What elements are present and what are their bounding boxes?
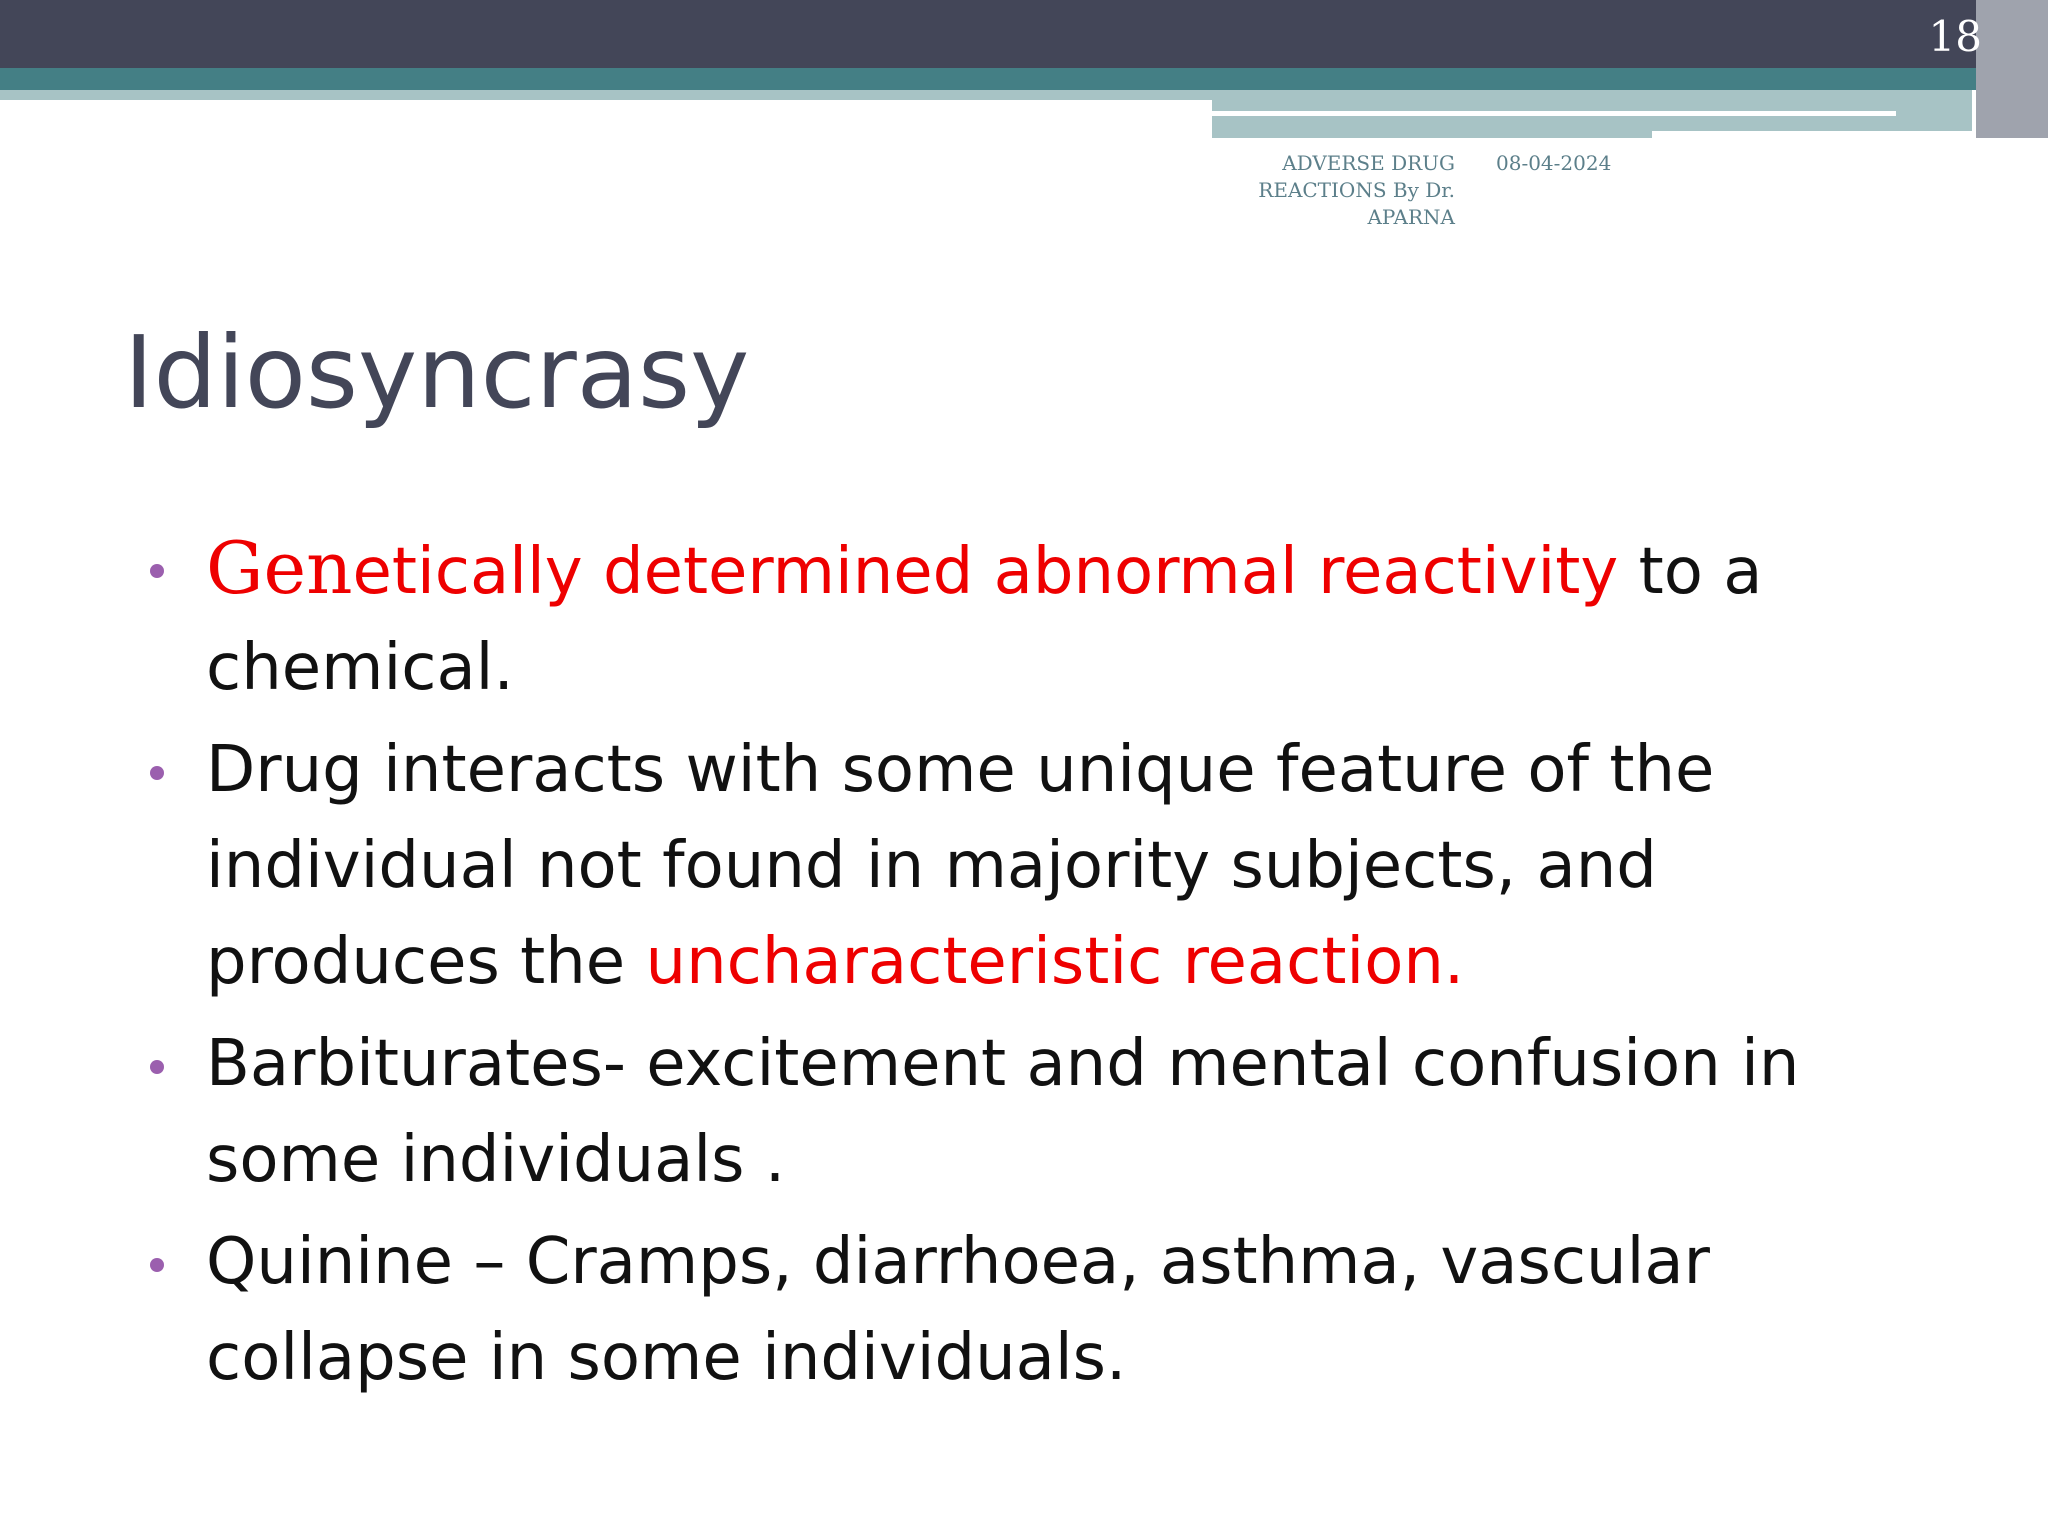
- header-white-step: [1652, 131, 1972, 138]
- bullet-text: Drug interacts with some unique feature of the individual not found in majority subjects, and produces the: [206, 733, 1715, 999]
- bullet-marker-icon: [150, 1258, 164, 1272]
- bullet-text: Quinine – Cramps, diarrhoea, asthma, vascular collapse in some individuals.: [206, 1225, 1710, 1395]
- footer-title: ADVERSE DRUG REACTIONS By Dr. APARNA: [1258, 151, 1455, 229]
- bullet-text: Barbiturates- excitement and mental confusion in some individuals .: [206, 1027, 1800, 1197]
- slide-number: 18: [1928, 12, 1982, 61]
- slide-date: 08-04-2024: [1496, 151, 1612, 175]
- header-edge-stripes: [1976, 0, 2048, 138]
- emphasized-text: uncharacteristic reaction.: [645, 925, 1465, 999]
- emphasized-text: etically determined abnormal reactivity: [352, 535, 1619, 609]
- bullet-marker-icon: [150, 1060, 164, 1074]
- bullet-text: to a chemical.: [206, 535, 1763, 705]
- bullet-item: [140, 1016, 1900, 1208]
- slide-title: Idiosyncrasy: [124, 314, 750, 431]
- bullet-item: [140, 520, 1900, 716]
- bullet-marker-icon: [150, 564, 164, 578]
- bullet-marker-icon: [150, 766, 164, 780]
- header-band-dark: [0, 0, 2048, 68]
- emphasized-text: Gen: [206, 526, 353, 610]
- bullet-list: [140, 520, 1900, 1412]
- bullet-item: [140, 1214, 1900, 1406]
- bullet-item: [140, 722, 1900, 1010]
- header-band-light-left: [0, 90, 1212, 100]
- header-band-teal: [0, 68, 2048, 90]
- header-white-line: [1212, 111, 1896, 116]
